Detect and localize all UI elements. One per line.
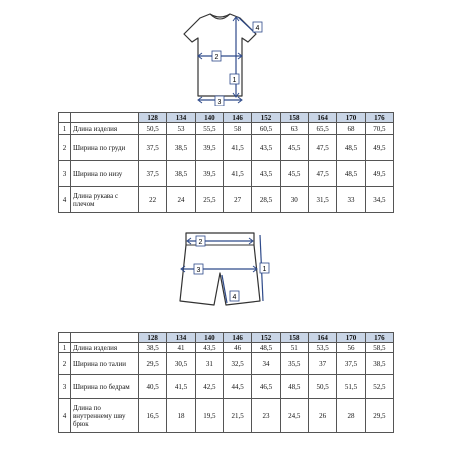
cell: 38,5 (365, 353, 393, 375)
header-size: 146 (223, 113, 251, 123)
header-size: 164 (308, 333, 336, 343)
cell: 44,5 (223, 375, 251, 399)
row-index: 2 (59, 135, 71, 161)
cell: 29,5 (139, 353, 167, 375)
table-row (59, 135, 394, 161)
cell: 35,5 (280, 353, 308, 375)
row-label: Длина изделия (71, 343, 139, 353)
cell: 24,5 (280, 399, 308, 433)
marker-2: 2 (214, 54, 219, 61)
cell: 68 (337, 123, 365, 135)
cell: 19,5 (195, 399, 223, 433)
cell: 38,5 (167, 135, 195, 161)
cell: 65,5 (308, 123, 336, 135)
cell: 23 (252, 399, 280, 433)
table-row (59, 161, 394, 187)
cell: 38,5 (167, 161, 195, 187)
cell: 31,5 (308, 187, 336, 213)
cell: 70,5 (365, 123, 393, 135)
cell: 34,5 (365, 187, 393, 213)
cell: 45,5 (280, 161, 308, 187)
cell: 26 (308, 399, 336, 433)
cell: 43,5 (252, 161, 280, 187)
cell: 45,5 (280, 135, 308, 161)
cell: 41,5 (167, 375, 195, 399)
cell: 37 (308, 353, 336, 375)
cell: 34 (252, 353, 280, 375)
cell: 53,5 (308, 343, 336, 353)
cell: 58,5 (365, 343, 393, 353)
table-row (59, 187, 394, 213)
header-size: 140 (195, 333, 223, 343)
cell: 28,5 (252, 187, 280, 213)
header-size: 152 (252, 333, 280, 343)
cell: 52,5 (365, 375, 393, 399)
cell: 43,5 (195, 343, 223, 353)
header-blank (71, 113, 139, 123)
cell: 32,5 (223, 353, 251, 375)
table-row (59, 343, 394, 353)
table-row (59, 353, 394, 375)
header-size: 134 (167, 113, 195, 123)
cell: 56 (337, 343, 365, 353)
cell: 37,5 (139, 135, 167, 161)
table-row (59, 399, 394, 433)
cell: 50,5 (308, 375, 336, 399)
cell: 48,5 (280, 375, 308, 399)
cell: 53 (167, 123, 195, 135)
marker-1: 1 (262, 266, 267, 273)
row-label: Ширина по бедрам (71, 375, 139, 399)
cell: 41,5 (223, 161, 251, 187)
cell: 40,5 (139, 375, 167, 399)
tshirt-measurement-diagram (160, 8, 280, 106)
cell: 24 (167, 187, 195, 213)
table-row (59, 123, 394, 135)
cell: 43,5 (252, 135, 280, 161)
row-label: Ширина по низу (71, 161, 139, 187)
cell: 21,5 (223, 399, 251, 433)
cell: 22 (139, 187, 167, 213)
header-blank (71, 333, 139, 343)
row-label: Длина по внутреннему шву брюк (71, 399, 139, 433)
header-blank (59, 113, 71, 123)
cell: 48,5 (337, 161, 365, 187)
tshirt-size-table (58, 112, 394, 213)
cell: 29,5 (365, 399, 393, 433)
cell: 49,5 (365, 135, 393, 161)
shorts-size-table (58, 332, 394, 433)
cell: 48,5 (337, 135, 365, 161)
shorts-measurement-diagram (160, 225, 280, 315)
header-size: 128 (139, 333, 167, 343)
cell: 33 (337, 187, 365, 213)
table-header-row (59, 333, 394, 343)
cell: 46,5 (252, 375, 280, 399)
header-size: 158 (280, 113, 308, 123)
row-label: Ширина по талии (71, 353, 139, 375)
header-size: 152 (252, 113, 280, 123)
marker-4: 4 (255, 25, 260, 32)
cell: 16,5 (139, 399, 167, 433)
table-header-row (59, 113, 394, 123)
header-size: 128 (139, 113, 167, 123)
cell: 60,5 (252, 123, 280, 135)
row-index: 4 (59, 399, 71, 433)
marker-1: 1 (232, 77, 237, 84)
cell: 30 (280, 187, 308, 213)
row-index: 3 (59, 375, 71, 399)
row-index: 4 (59, 187, 71, 213)
header-size: 134 (167, 333, 195, 343)
row-index: 3 (59, 161, 71, 187)
cell: 41 (167, 343, 195, 353)
cell: 39,5 (195, 161, 223, 187)
cell: 41,5 (223, 135, 251, 161)
row-index: 2 (59, 353, 71, 375)
cell: 38,5 (139, 343, 167, 353)
cell: 27 (223, 187, 251, 213)
marker-3: 3 (196, 267, 201, 274)
header-size: 170 (337, 113, 365, 123)
header-size: 176 (365, 333, 393, 343)
cell: 31 (195, 353, 223, 375)
header-blank (59, 333, 71, 343)
cell: 37,5 (337, 353, 365, 375)
marker-2: 2 (198, 239, 203, 246)
cell: 30,5 (167, 353, 195, 375)
marker-4: 4 (232, 294, 237, 301)
header-size: 146 (223, 333, 251, 343)
row-label: Длина изделия (71, 123, 139, 135)
cell: 37,5 (139, 161, 167, 187)
cell: 47,5 (308, 161, 336, 187)
cell: 47,5 (308, 135, 336, 161)
cell: 55,5 (195, 123, 223, 135)
marker-3: 3 (217, 99, 222, 106)
cell: 58 (223, 123, 251, 135)
header-size: 164 (308, 113, 336, 123)
row-label: Ширина по груди (71, 135, 139, 161)
row-index: 1 (59, 343, 71, 353)
header-size: 140 (195, 113, 223, 123)
cell: 50,5 (139, 123, 167, 135)
cell: 51,5 (337, 375, 365, 399)
cell: 51 (280, 343, 308, 353)
cell: 18 (167, 399, 195, 433)
cell: 46 (223, 343, 251, 353)
row-index: 1 (59, 123, 71, 135)
table-row (59, 375, 394, 399)
header-size: 158 (280, 333, 308, 343)
cell: 39,5 (195, 135, 223, 161)
cell: 25,5 (195, 187, 223, 213)
cell: 28 (337, 399, 365, 433)
cell: 49,5 (365, 161, 393, 187)
cell: 63 (280, 123, 308, 135)
header-size: 170 (337, 333, 365, 343)
cell: 42,5 (195, 375, 223, 399)
header-size: 176 (365, 113, 393, 123)
row-label: Длина рукава с плечом (71, 187, 139, 213)
cell: 48,5 (252, 343, 280, 353)
